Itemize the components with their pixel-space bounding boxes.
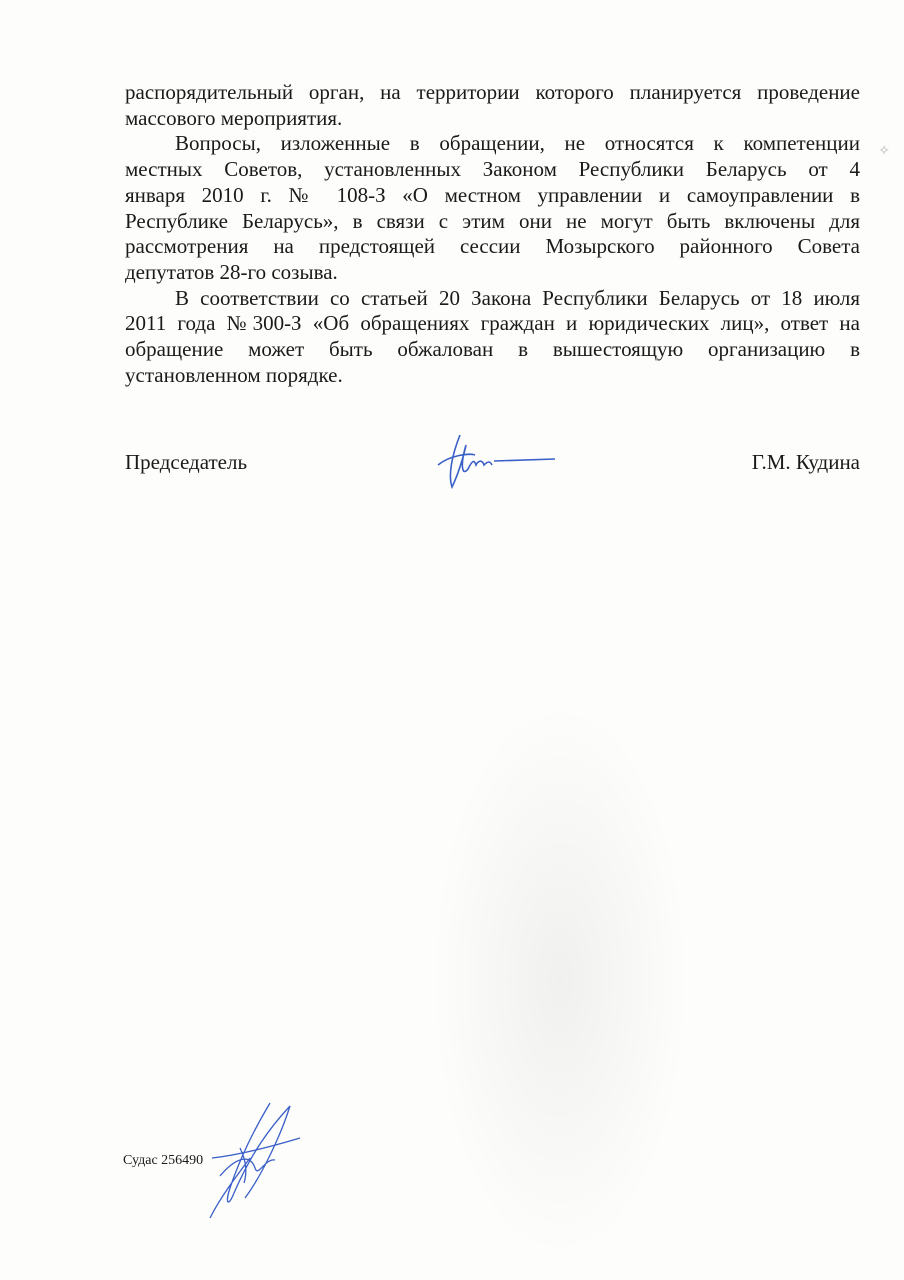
text-line: января 2010 г. № 108-З «О местном управлении и самоуправлении в xyxy=(125,182,860,207)
text-line: рассмотрения на предстоящей сессии Мозырского районного Совета xyxy=(125,234,860,259)
text-line: депутатов 28-го созыва. xyxy=(125,259,338,284)
paragraph-2 xyxy=(125,131,860,285)
text-line: обращение может быть обжалован в вышестоящую организацию в xyxy=(125,337,860,362)
scan-speck: ✧ xyxy=(878,144,890,159)
executor-note: Судас 256490 xyxy=(123,1153,204,1168)
paragraph-1 xyxy=(125,80,860,131)
text-line: 2011 года №300-З «Об обращениях граждан и юридических лиц», ответ на xyxy=(125,311,860,336)
text-line: установленном порядке. xyxy=(125,362,343,387)
letter-body xyxy=(125,80,860,388)
text-line: Вопросы, изложенные в обращении, не относятся к компетенции xyxy=(175,131,860,156)
handwritten-signature xyxy=(430,425,560,495)
scan-shadow xyxy=(430,700,690,1260)
text-line: местных Советов, установленных Законом Республики Беларусь от 4 xyxy=(125,157,860,182)
handwritten-initials xyxy=(200,1098,310,1223)
text-line: распорядительный орган, на территории которого планируется проведение xyxy=(125,80,860,104)
text-line: В соответствии со статьей 20 Закона Республики Беларусь от 18 июля xyxy=(175,285,860,310)
paragraph-3 xyxy=(125,286,860,389)
text-line: Республике Беларусь», в связи с этим они не могут быть включены для xyxy=(125,208,860,233)
signatory-title: Председатель xyxy=(125,450,248,474)
signatory-name: Г.М. Кудина xyxy=(751,450,860,474)
text-line: массового мероприятия. xyxy=(125,105,343,130)
